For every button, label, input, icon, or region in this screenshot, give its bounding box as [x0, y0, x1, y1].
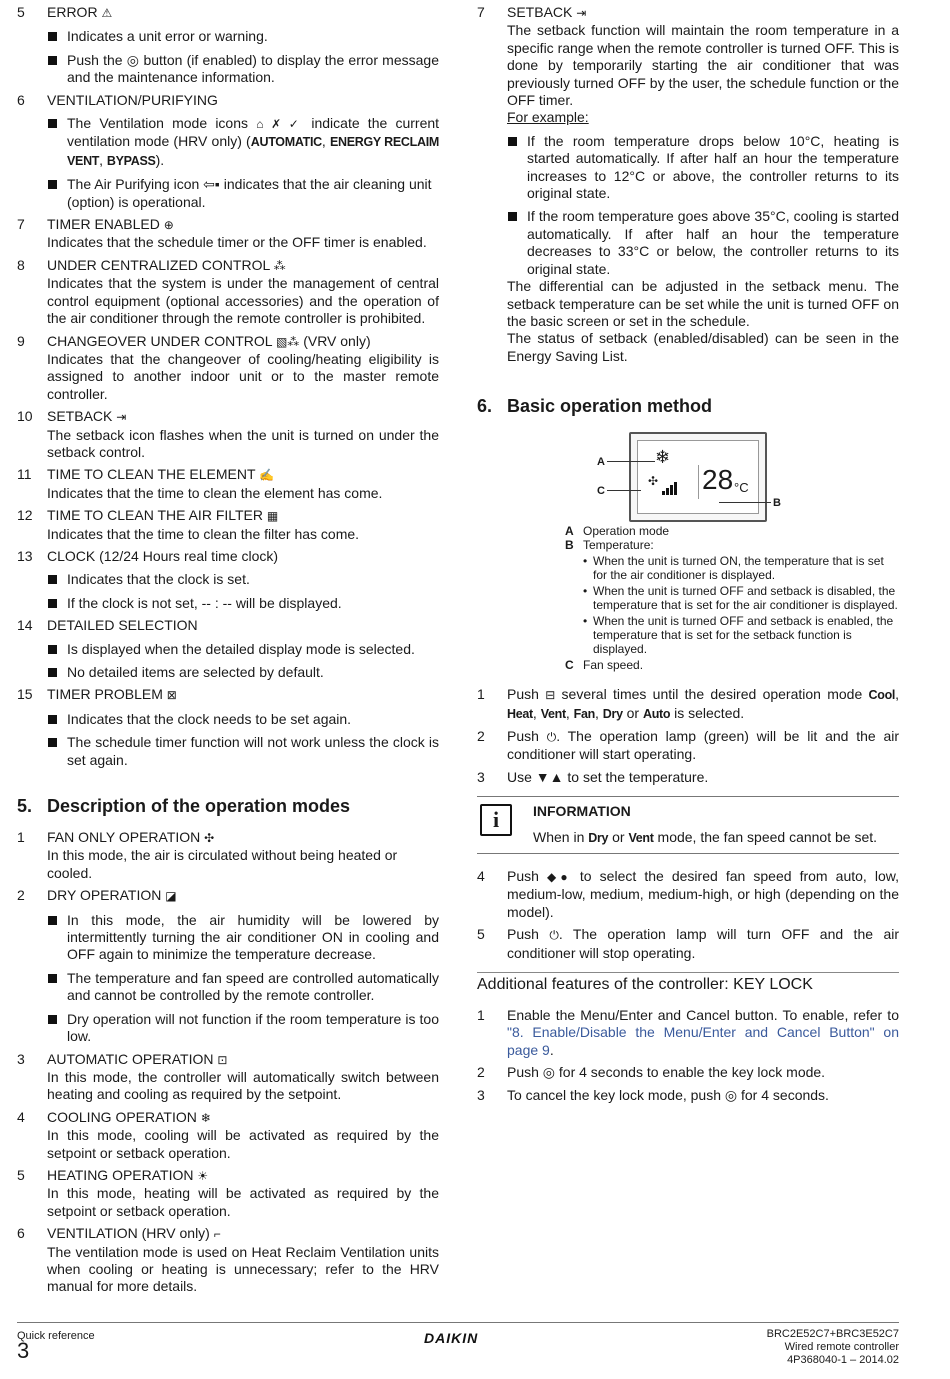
- lcd-diagram: [567, 432, 867, 524]
- item-title: TIMER PROBLEM: [47, 686, 163, 703]
- snowflake-icon: ❄: [655, 447, 671, 468]
- mode-button-icon: ⊟: [545, 688, 556, 703]
- step-3: 3 Use ▼▲ to set the temperature.: [477, 768, 709, 785]
- item-title: SETBACK: [507, 4, 573, 20]
- power-button-icon: ⏻: [546, 729, 557, 744]
- centralized-control-icon: ⁂: [273, 258, 286, 273]
- mode-heating: 5 HEATING OPERATION ☀ In this mode, heating will be activated as required by the setpoint or setback operation.: [17, 1166, 439, 1219]
- key-lock-step-3: 3 To cancel the key lock mode, push ◎ for 4 seconds.: [477, 1086, 829, 1103]
- item-ventilation: [17, 92, 439, 211]
- mode-fan-only: 1 FAN ONLY OPERATION ✣ In this mode, the air is circulated without being heated or cooled.: [17, 829, 398, 881]
- mode-dry: 2 DRY OPERATION ◪ In this mode, the air humidity will be lowered by intermittently turning the air conditioner ON in cooling and OFF again to minimize the temperature decrease. The temperature and fan speed are controlled automatically and cannot be controlled by the remote controller. Dry operation will not function if the room temperature is too low.: [17, 887, 439, 1045]
- item-title: CHANGEOVER UNDER CONTROL: [47, 332, 273, 349]
- warning-icon: ⚠: [101, 6, 113, 20]
- lcd-temperature: 28: [702, 464, 734, 496]
- item-centralized-control: 8 UNDER CENTRALIZED CONTROL ⁂ Indicates that the system is under the management of central control equipment (optional accessories) and the operation of the air conditioner through the remote controller is prohibited.: [17, 256, 439, 327]
- filter-icon: ▦: [266, 509, 279, 524]
- information-box: i INFORMATION When in Dry or Vent mode, the fan speed cannot be set.: [477, 796, 899, 854]
- fan-speed-icon: [662, 481, 680, 495]
- setback-icon: ⇥: [116, 410, 127, 425]
- item-title: TIMER ENABLED: [47, 216, 160, 233]
- item-error: [17, 4, 439, 87]
- bullet: Push the ◎ button (if enabled) to display the error message and the maintenance information.: [47, 52, 439, 87]
- item-title: SETBACK: [47, 408, 113, 425]
- key-lock-step-2: 2 Push ◎ for 4 seconds to enable the key lock mode.: [477, 1064, 826, 1081]
- item-setback: 10 SETBACK ⇥ The setback icon flashes when the unit is turned on under the setback control.: [17, 408, 439, 460]
- footer-model-info: BRC2E52C7+BRC3E52C7 Wired remote controller 4P368040-1 – 2014.02: [766, 1328, 899, 1366]
- timer-icon: ⊕: [163, 218, 174, 233]
- timer-problem-icon: ⊠: [166, 688, 177, 703]
- fan-icon: ✣: [648, 474, 659, 489]
- item-title: UNDER CENTRALIZED CONTROL: [47, 256, 270, 273]
- label-c: C: [597, 485, 605, 498]
- section-heading-5: 5. Description of the operation modes: [17, 796, 351, 817]
- item-setback-function: 7 SETBACK ⇥ The setback function will maintain the room temperature in a specific range when the remote controller is turned OFF. This is done by temporarily starting the air conditioner that was previously turned OFF by the user, the schedule function or the OFF timer. For example: If the room temperature drops below 10°C, heating is started automatically. If after half an hour the temperature increases to 12°C or above, the controller returns to its original state. If the room temperature goes above 35°C, cooling is started automatically. If after half an hour the temperature decreases to 33°C or below, the controller returns to its original state. The differential can be adjusted in the setback menu. The setback temperature can be set while the unit is turned OFF on the basic screen or set in the schedule. The status of setback (enabled/disabled) can be seen in the Energy Saving List.: [477, 4, 899, 364]
- item-title: TIME TO CLEAN THE ELEMENT: [47, 466, 256, 483]
- key-lock-step-1: 1 Enable the Menu/Enter and Cancel button. To enable, refer to "8. Enable/Disable the Menu/Enter and Cancel Button" on page 9.: [477, 1007, 899, 1058]
- footer-doc-type: Quick reference: [17, 1330, 95, 1342]
- item-clock: 13 CLOCK (12/24 Hours real time clock) Indicates that the clock is set. If the clock is not set, -- : -- will be displayed.: [17, 548, 439, 612]
- step-5: 5 Push ⏻. The operation lamp will turn OFF and the air conditioner will stop operating.: [477, 926, 899, 961]
- clean-element-icon: ✍: [259, 468, 275, 483]
- item-clean-element: 11 TIME TO CLEAN THE ELEMENT ✍ Indicates that the time to clean the element has come.: [17, 466, 383, 501]
- left-column: [17, 4, 439, 1301]
- item-timer-enabled: 7 TIMER ENABLED ⊕ Indicates that the schedule timer or the OFF timer is enabled.: [17, 216, 427, 251]
- auto-icon: ⊡: [217, 1052, 228, 1067]
- item-title: CLOCK (12/24 Hours real time clock): [47, 547, 279, 564]
- step-2: 2 Push ⏻. The operation lamp (green) will be lit and the air conditioner will start operating.: [477, 727, 900, 763]
- item-title: VENTILATION/PURIFYING: [47, 91, 218, 108]
- item-title: ERROR: [47, 4, 98, 20]
- ventilation-icon: ⌐: [213, 1227, 221, 1242]
- item-number: 5: [17, 4, 25, 20]
- step-1: 1 Push ⊟ several times until the desired operation mode Cool, Heat, Vent, Fan, Dry or Auto is selected.: [477, 686, 899, 721]
- page-number: 3: [17, 1338, 30, 1363]
- power-button-icon: ⏻: [549, 928, 559, 943]
- brand-logo: DAIKIN: [424, 1330, 479, 1346]
- bullet: The Ventilation mode icons ⌂ ✗ ✓ indicate the current ventilation mode (HRV only) (AUTOMATIC, ENERGY RECLAIM VENT, BYPASS).: [47, 115, 439, 170]
- item-title: DETAILED SELECTION: [47, 617, 198, 634]
- step-4: 4 Push ◆● to select the desired fan speed from auto, low, medium-low, medium, medium-high, or high (depending on the model).: [477, 867, 899, 920]
- label-b: B: [773, 497, 781, 510]
- fan-icon: ✣: [204, 831, 215, 846]
- setback-icon: ⇥: [576, 6, 587, 20]
- bullet: Indicates a unit error or warning.: [47, 28, 439, 45]
- info-icon: i: [480, 804, 512, 836]
- right-column: [477, 4, 899, 1109]
- cooling-icon: ❄: [200, 1110, 211, 1125]
- heating-icon: ☀: [197, 1168, 209, 1183]
- mode-automatic: 3 AUTOMATIC OPERATION ⊡ In this mode, the controller will automatically switch between heating and cooling as required by the setpoint.: [17, 1050, 439, 1103]
- item-changeover: 9 CHANGEOVER UNDER CONTROL ▧⁂ (VRV only) Indicates that the changeover of cooling/heating eligibility is assigned to another indoor unit or to the master remote controller.: [17, 332, 439, 402]
- changeover-icon: ▧⁂: [275, 334, 300, 349]
- item-timer-problem: 15 TIMER PROBLEM ⊠ Indicates that the clock needs to be set again. The schedule timer function will not work unless the clock is set again.: [17, 686, 439, 768]
- lcd-legend: A Operation mode B Temperature: • When the unit is turned ON, the temperature that is set for the air conditioner is displayed. • When the unit is turned OFF and setback is disabled, the temperature that is set for the air conditioner is displayed. • When the unit is turned OFF and setback is enabled, the temperature that is set for the setback function is displayed. C Fan speed.: [565, 524, 899, 672]
- ventilation-mode-icons: ⌂ ✗ ✓: [256, 117, 304, 132]
- page-link[interactable]: "8. Enable/Disable the Menu/Enter and Cancel Button" on page 9: [507, 1024, 899, 1058]
- fan-speed-button-icon: ◆●: [547, 869, 572, 884]
- lcd-screen: [629, 432, 767, 522]
- item-number: 6: [17, 91, 25, 108]
- section-heading-6: 6. Basic operation method: [477, 396, 713, 417]
- dry-icon: ◪: [165, 889, 177, 904]
- item-clean-filter: 12 TIME TO CLEAN THE AIR FILTER ▦ Indicates that the time to clean the filter has come.: [17, 507, 360, 542]
- item-title: TIME TO CLEAN THE AIR FILTER: [47, 507, 264, 524]
- mode-ventilation: 6 VENTILATION (HRV only) ⌐ The ventilation mode is used on Heat Reclaim Ventilation units when cooling or heating is unnecessary; refer to the HRV manual for more details.: [17, 1225, 439, 1295]
- label-a: A: [597, 456, 605, 469]
- item-detailed-selection: 14 DETAILED SELECTION Is displayed when the detailed display mode is selected. No detailed items are selected by default.: [17, 617, 439, 681]
- page-footer: [17, 1322, 899, 1366]
- bullet: The Air Purifying icon ⇦▪ indicates that the air cleaning unit (option) is operational.: [47, 176, 439, 211]
- lcd-unit: °C: [734, 480, 749, 496]
- key-lock-heading: Additional features of the controller: KEY LOCK: [477, 972, 899, 995]
- mode-cooling: 4 COOLING OPERATION ❄ In this mode, cooling will be activated as required by the setpoint or setback operation.: [17, 1108, 439, 1161]
